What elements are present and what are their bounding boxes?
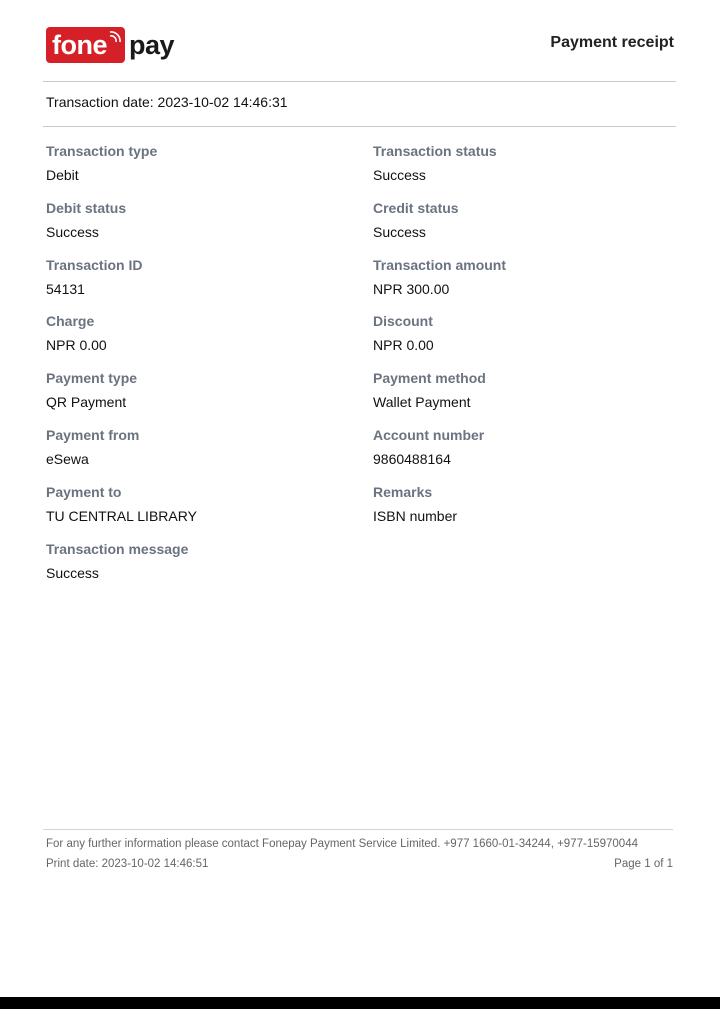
field-label: Payment to bbox=[46, 483, 122, 500]
print-date: Print date: 2023-10-02 14:46:51 bbox=[46, 858, 209, 870]
field-label: Account number bbox=[373, 427, 485, 443]
contact-info: For any further information please contact Fonepay Payment Service Limited. +977 1660-01-34244, +977-15970044 bbox=[46, 838, 638, 850]
field-label: Payment from bbox=[46, 427, 140, 443]
bottom-bar bbox=[0, 997, 720, 1009]
detail-field bbox=[46, 256, 346, 298]
fonepay-logo bbox=[46, 27, 174, 63]
detail-field bbox=[46, 312, 346, 354]
logo-pay-text: pay bbox=[129, 29, 175, 60]
detail-field bbox=[373, 256, 673, 298]
page-number: Page 1 of 1 bbox=[614, 858, 673, 870]
field-label: Transaction type bbox=[46, 143, 158, 159]
field-label: Transaction message bbox=[46, 540, 189, 557]
field-value: QR Payment bbox=[46, 394, 127, 411]
detail-field bbox=[46, 483, 346, 525]
field-label: Transaction amount bbox=[373, 256, 507, 273]
logo-red-box bbox=[46, 27, 125, 63]
field-value: Wallet Payment bbox=[373, 394, 471, 411]
transaction-date: Transaction date: 2023-10-02 14:46:31 bbox=[46, 94, 288, 110]
detail-field bbox=[373, 369, 673, 411]
field-value: NPR 0.00 bbox=[46, 337, 107, 354]
field-value: NPR 0.00 bbox=[373, 337, 434, 354]
field-label: Transaction status bbox=[373, 143, 497, 159]
field-label: Credit status bbox=[373, 199, 459, 216]
detail-field bbox=[373, 199, 673, 241]
detail-field bbox=[46, 426, 346, 468]
field-label: Payment method bbox=[373, 370, 486, 387]
field-value: eSewa bbox=[46, 451, 89, 467]
detail-field bbox=[373, 142, 673, 184]
signal-waves-icon bbox=[108, 30, 122, 44]
field-label: Charge bbox=[46, 313, 95, 330]
field-value: 54131 bbox=[46, 280, 85, 297]
header-divider bbox=[43, 81, 676, 82]
field-label: Payment type bbox=[46, 370, 138, 387]
page-title: Payment receipt bbox=[550, 34, 674, 51]
field-value: TU CENTRAL LIBRARY bbox=[46, 507, 197, 524]
detail-field bbox=[373, 426, 673, 468]
detail-field bbox=[373, 483, 673, 525]
field-label: Transaction ID bbox=[46, 256, 143, 273]
field-value: Success bbox=[46, 223, 99, 240]
detail-field bbox=[46, 540, 346, 582]
field-value: 9860488164 bbox=[373, 451, 451, 467]
field-value: Success bbox=[46, 564, 99, 581]
field-value: NPR 300.00 bbox=[373, 280, 450, 297]
footer-divider bbox=[43, 829, 673, 830]
field-value: Success bbox=[373, 167, 426, 183]
field-value: ISBN number bbox=[373, 507, 458, 524]
receipt-header bbox=[0, 0, 720, 82]
field-label: Debit status bbox=[46, 199, 127, 216]
detail-field bbox=[373, 312, 673, 354]
field-label: Remarks bbox=[373, 483, 433, 500]
field-value: Debit bbox=[46, 167, 79, 183]
logo-fone-text: fone bbox=[52, 29, 107, 60]
field-label: Discount bbox=[373, 313, 433, 330]
date-divider bbox=[43, 126, 676, 127]
detail-field bbox=[46, 369, 346, 411]
detail-field bbox=[46, 142, 346, 184]
detail-field bbox=[46, 199, 346, 241]
field-value: Success bbox=[373, 223, 426, 240]
